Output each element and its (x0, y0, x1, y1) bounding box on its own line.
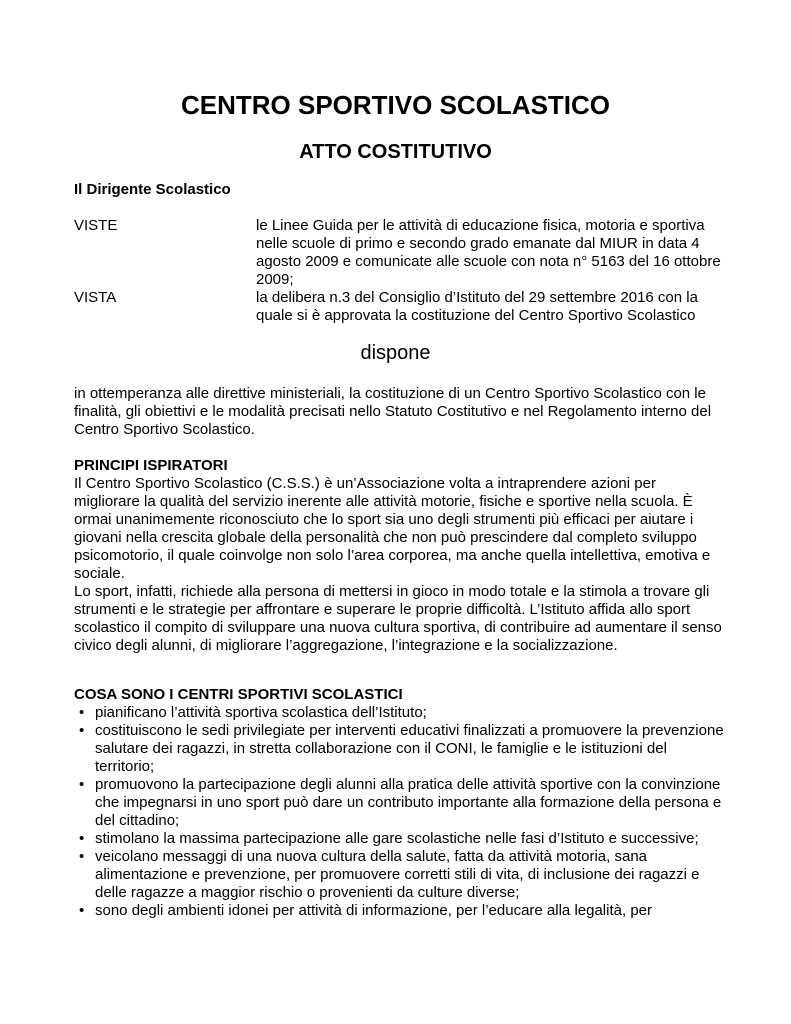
bullet-icon: • (79, 830, 85, 847)
intro-paragraph: in ottemperanza alle direttive ministeriali, la costituzione di un Centro Sportivo Scolastico con le finalità, gli obiettivi e le modalità precisati nello Statuto Costitutivo e nel Regolamento interno del Centro Sportivo Scolastico. (74, 385, 712, 438)
principi-paragraph-2: Lo sport, infatti, richiede alla persona di mettersi in gioco in modo totale e la stimola a trovare gli strumenti e le strategie per affrontare e superare le proprie difficoltà. L’Istituto affida allo sport scolastico il compito di sviluppare una nuova cultura sportiva, di contribuire ad aumentare il senso civico degli alunni, di migliorare l’aggregazione, l’integrazione e la socializzazione. (74, 583, 722, 654)
principi-heading: PRINCIPI ISPIRATORI (74, 457, 228, 474)
list-item-text: pianificano l’attività sportiva scolastica dell’Istituto; (95, 704, 427, 721)
bullet-icon: • (79, 848, 85, 865)
list-item-text: promuovono la partecipazione degli alunni alla pratica delle attività sportive con la convinzione che impegnarsi in uno sport può dare un contributo importante alla formazione della persona e del cittadino; (95, 776, 722, 829)
cosa-list (74, 704, 724, 920)
dispone-heading: dispone (360, 342, 431, 364)
bullet-icon: • (79, 902, 85, 919)
document-title: CENTRO SPORTIVO SCOLASTICO (180, 90, 611, 120)
premise-text-vista: la delibera n.3 del Consiglio d’Istituto del 29 settembre 2016 con la quale si è approvata la costituzione del Centro Sportivo Scolastico (256, 289, 698, 324)
bullet-icon: • (79, 776, 85, 793)
list-item-text: stimolano la massima partecipazione alle gare scolastiche nelle fasi d’Istituto e successive; (95, 830, 699, 847)
principi-paragraph-1: Il Centro Sportivo Scolastico (C.S.S.) è un’Associazione volta a intraprendere azioni per migliorare la qualità del servizio inerente alle attività motorie, fisiche e sportive nella scuola. È ormai unanimemente riconosciuto che lo sport sia uno degli strumenti più efficaci per aiutare i giovani nella crescita globale della personalità che non può prescindere dal completo sviluppo psicomotorio, il quale coinvolge non solo l’area corporea, ma anche quella intellettiva, emotiva e sociale. (74, 475, 711, 582)
premise-label-viste: VISTE (74, 217, 118, 234)
list-item (74, 902, 724, 920)
list-item-text: veicolano messaggi di una nuova cultura della salute, fatta da attività motoria, sana alimentazione e prevenzione, per promuovere corretti stili di vita, di inclusione dei ragazzi e delle ragazze a maggior rischio o provenienti da culture diverse; (95, 848, 700, 901)
issuer-line: Il Dirigente Scolastico (74, 181, 231, 198)
cosa-heading: COSA SONO I CENTRI SPORTIVI SCOLASTICI (74, 686, 403, 703)
list-item (74, 722, 724, 776)
list-item (74, 830, 724, 848)
bullet-icon: • (79, 722, 85, 739)
list-item (74, 776, 724, 830)
list-item-text: costituiscono le sedi privilegiate per interventi educativi finalizzati a promuovere la prevenzione salutare dei ragazzi, in stretta collaborazione con il CONI, le famiglie e le istituzioni del territorio; (95, 722, 724, 775)
list-item-text: sono degli ambienti idonei per attività di informazione, per l’educare alla legalità, per (95, 902, 652, 919)
list-item (74, 848, 724, 902)
bullet-icon: • (79, 704, 85, 721)
list-item (74, 704, 724, 722)
document-subtitle: ATTO COSTITUTIVO (299, 141, 492, 163)
premise-label-vista: VISTA (74, 289, 117, 306)
premise-text-viste: le Linee Guida per le attività di educazione fisica, motoria e sportiva nelle scuole di primo e secondo grado emanate dal MIUR in data 4 agosto 2009 e comunicate alle scuole con nota n° 5163 del 16 ottobre 2009; (256, 217, 721, 288)
